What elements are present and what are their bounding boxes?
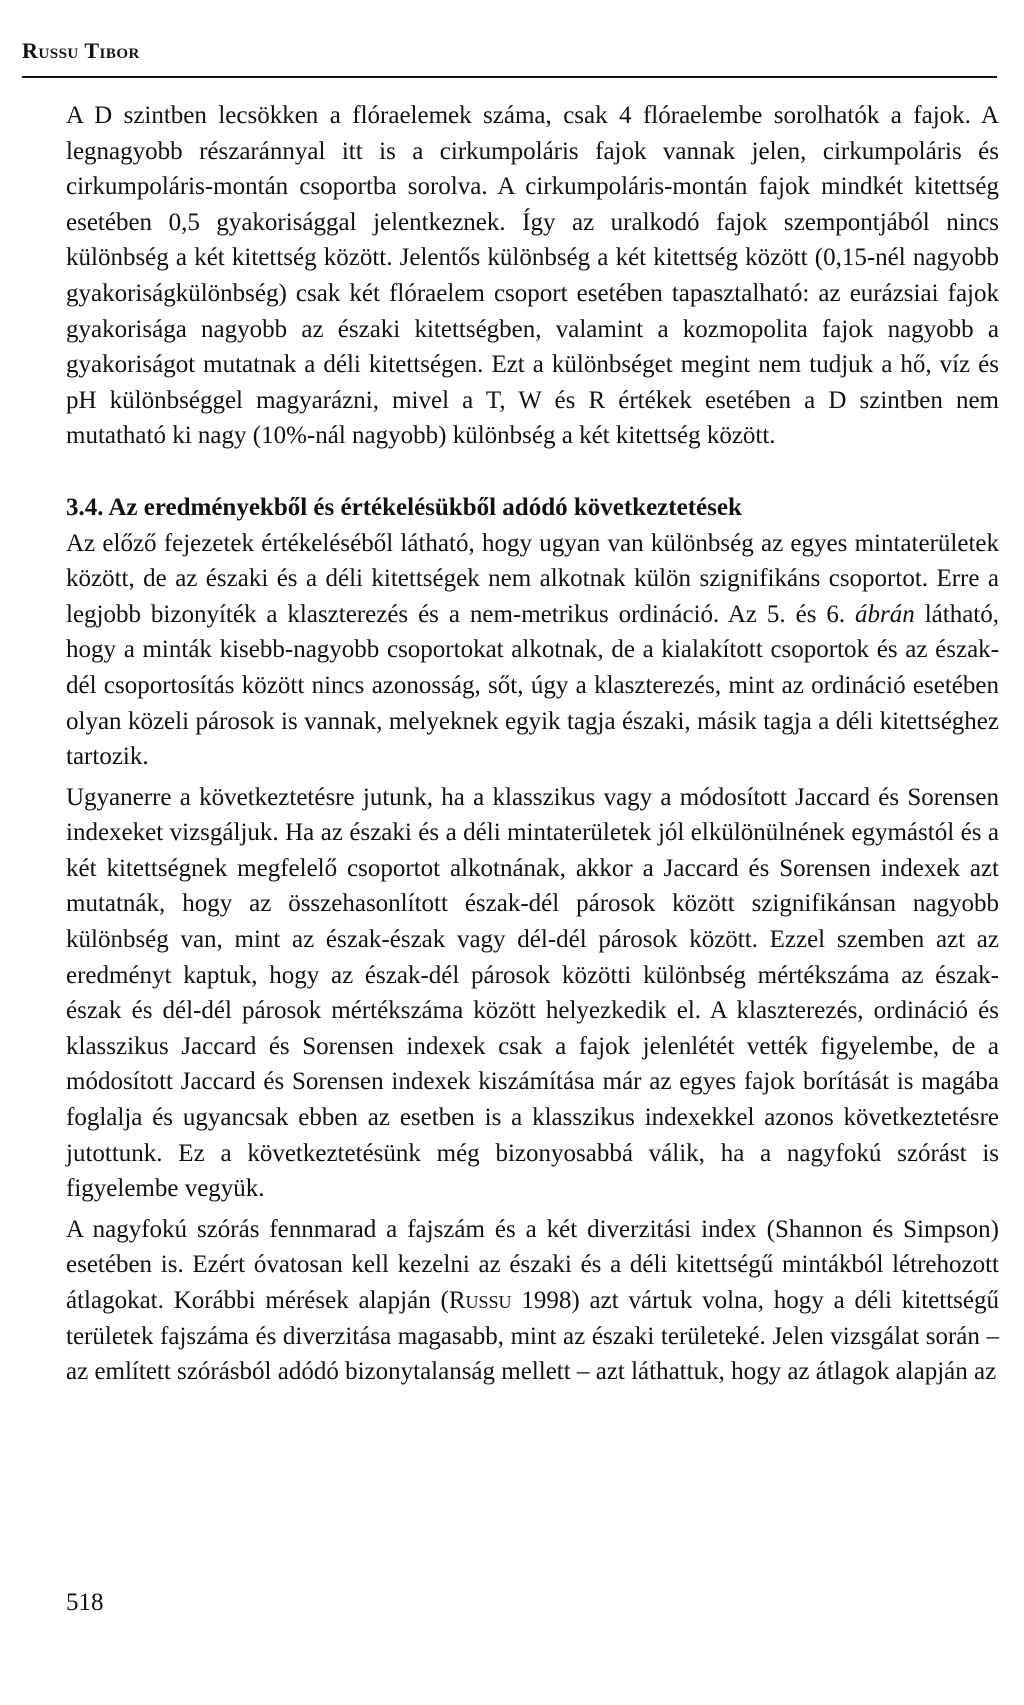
paragraph-conclusions [66, 526, 999, 775]
page-body [66, 98, 999, 1390]
paragraph-diversity [66, 1212, 999, 1390]
figure-reference: ábrán [855, 600, 915, 628]
running-header-author: Russu Tibor [22, 38, 140, 63]
paragraph-diversity-text-1: A nagyfokú szórás fennmarad a fajszám és a két diverzitási index (Shannon és Simpson) esetében is. Ezért óvatosan kell kezelni az északi és a déli kitettségű mintákból létrehozott átlagokat. Korábbi mérések alapján ( [66, 1215, 999, 1314]
paragraph-conclusions-text-1: Az előző fejezetek értékeléséből látható, hogy ugyan van különbség az egyes mintaterületek között, de az északi és a déli kitettségek nem alkotnak külön szignifikáns csoportot. Erre a legjobb bizonyíték a klaszterezés és a nem-metrikus ordináció. Az 5. és 6. [66, 529, 999, 628]
page-number: 518 [66, 1589, 104, 1616]
paragraph-jaccard-sorensen: Ugyanerre a következtetésre jutunk, ha a klasszikus vagy a módosított Jaccard és Sorensen indexeket vizsgáljuk. Ha az északi és a déli mintaterületek jól elkülönülnének egymástól és a két kitettségnek megfelelő csoportot alkotnának, akkor a Jaccard és Sorensen indexek azt mutatnák, hogy az összehasonlított észak-dél párosok között szignifikánsan nagyobb különbség van, mint az észak-észak vagy dél-dél párosok között. Ezzel szemben azt az eredményt kaptuk, hogy az észak-dél párosok közötti különbség mértékszáma az észak-észak és dél-dél párosok mértékszáma között helyezkedik el. A klaszterezés, ordináció és klasszikus Jaccard és Sorensen indexek csak a fajok jelenlétét vették figyelembe, de a módosított Jaccard és Sorensen indexek kiszámítása már az egyes fajok borítását is magába foglalja és ugyancsak ebben az esetben is a klasszikus indexekkel azonos következtetésre jutottunk. Ez a következtetésünk még bizonyosabbá válik, ha a nagyfokú szórást is figyelembe vegyük. [66, 783, 999, 1203]
paragraph-flora-elements: A D szintben lecsökken a flóraelemek száma, csak 4 flóraelembe sorolhatók a fajok. A legnagyobb részaránnyal itt is a cirkumpoláris fajok vannak jelen, cirkumpoláris és cirkumpoláris-montán csoportba sorolva. A cirkumpoláris-montán fajok mindkét kitettség esetében 0,5 gyakorisággal jelentkeznek. Így az uralkodó fajok szempontjából nincs különbség a két kitettség között. Jelentős különbség a két kitettség között (0,15-nél nagyobb gyakoriságkülönbség) csak két flóraelem csoport esetében tapasztalható: az eurázsiai fajok gyakorisága nagyobb az északi kitettségben, valamint a kozmopolita fajok nagyobb a gyakoriságot mutatnak a déli kitettségen. Ezt a különbséget megint nem tudjuk a hő, víz és pH különbséggel magyarázni, mivel a T, W és R értékek esetében a D szintben nem mutatható ki nagy (10%-nál nagyobb) különbség a két kitettség között. [66, 102, 999, 450]
citation-author: Russu [448, 1287, 512, 1314]
paragraph-conclusions-text-2: látható, hogy a minták kisebb-nagyobb csoportokat alkotnak, de a kialakított csoportok és az észak-dél csoportosítás között nincs azonosság, sőt, úgy a klaszterezés, mint az ordináció esetében olyan közeli párosok is vannak, melyeknek egyik tagja északi, másik tagja a déli kitettséghez tartozik. [66, 600, 999, 771]
section-heading: 3.4. Az eredményekből és értékelésükből adódó következtetések [66, 493, 742, 521]
paragraph-diversity-text-2: 1998) azt vártuk volna, hogy a déli kitettségű területek fajszáma és diverzitása magasabb, mint az északi területeké. Jelen vizsgálat során – az említett szórásból adódó bizonytalanság mellett – azt láthattuk, hogy az átlagok alapján az [66, 1287, 999, 1386]
header-rule [22, 76, 997, 78]
